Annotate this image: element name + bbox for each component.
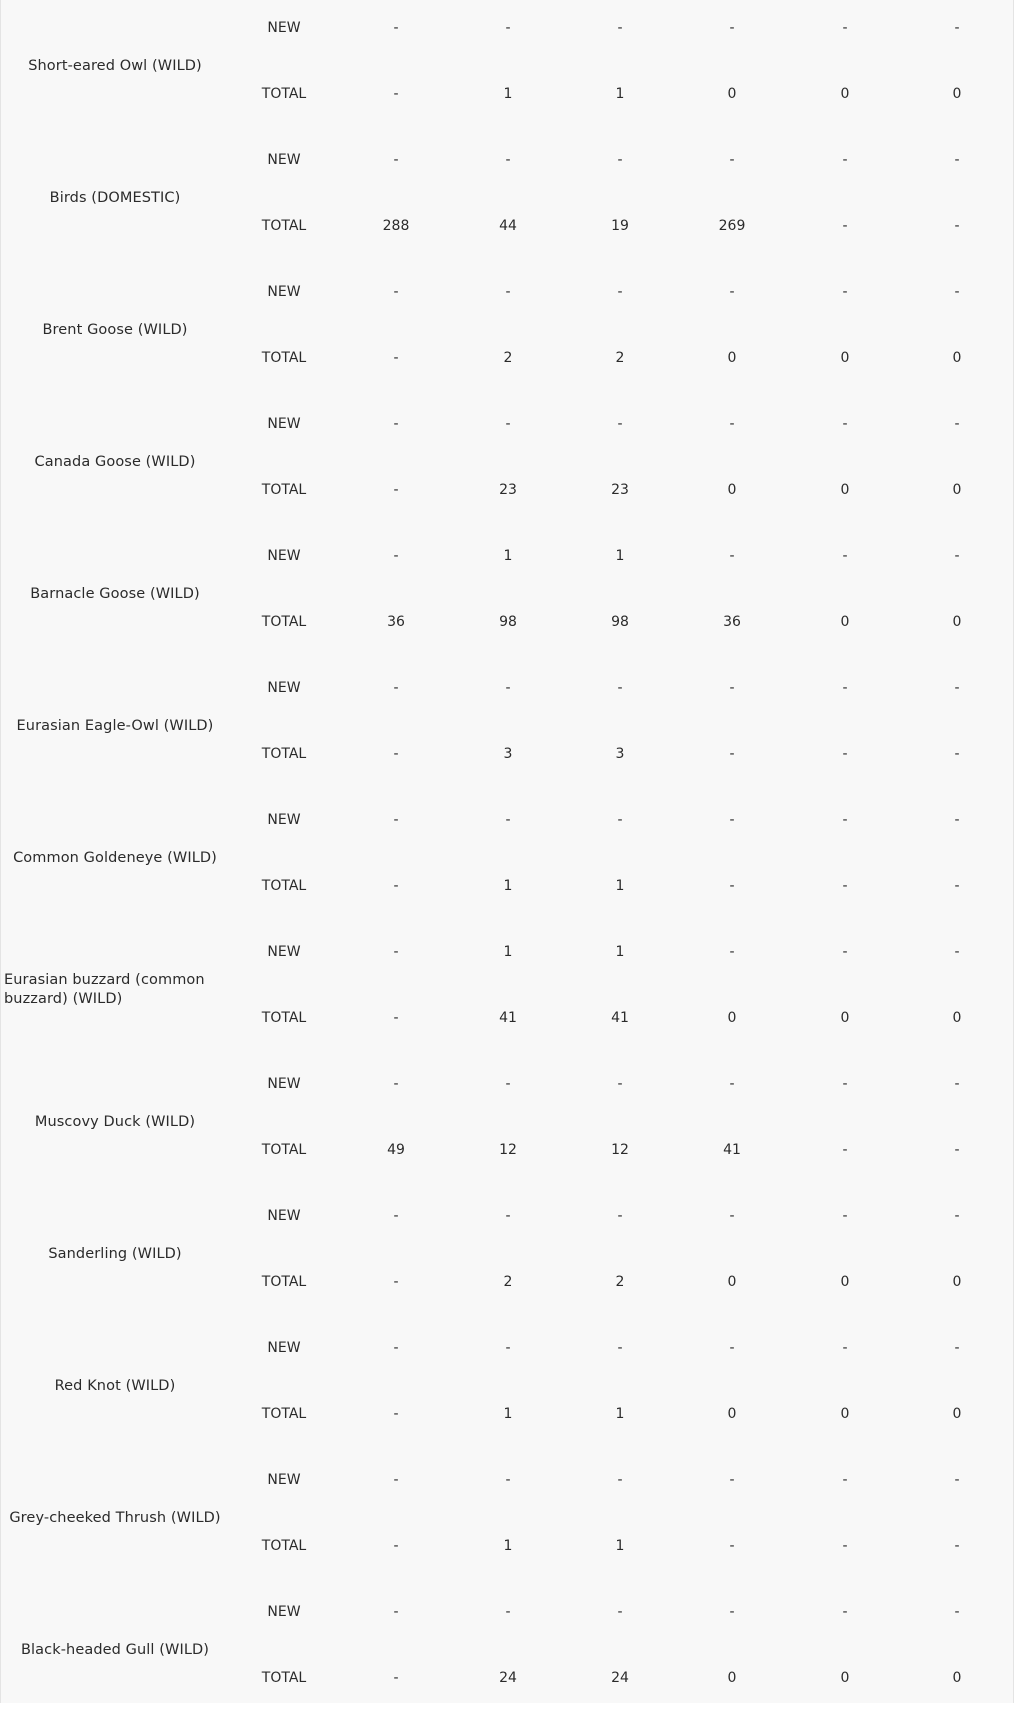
table-cell: - — [393, 944, 399, 960]
row-type-label: NEW — [267, 20, 301, 36]
table-cell: 1 — [615, 1538, 625, 1554]
table-cell: - — [842, 152, 848, 168]
table-cell: 19 — [611, 218, 629, 234]
table-cell: - — [842, 1538, 848, 1554]
table-cell: - — [729, 812, 735, 828]
table-cell: - — [954, 548, 960, 564]
table-cell: 23 — [611, 482, 629, 498]
table-cell: 24 — [499, 1670, 517, 1686]
row-type-label: NEW — [267, 548, 301, 564]
species-name: Muscovy Duck (WILD) — [34, 1113, 196, 1130]
table-cell: - — [954, 1142, 960, 1158]
total-row — [1, 1272, 1013, 1292]
species-name: Barnacle Goose (WILD) — [30, 585, 200, 602]
table-cell: 0 — [952, 1010, 962, 1026]
table-cell: 0 — [840, 1670, 850, 1686]
table-cell: 49 — [387, 1142, 405, 1158]
new-row — [1, 1074, 1013, 1094]
table-cell: - — [729, 1076, 735, 1092]
species-name: Red Knot (WILD) — [54, 1377, 176, 1394]
table-cell: - — [842, 284, 848, 300]
table-cell: - — [505, 284, 511, 300]
table-cell: - — [393, 416, 399, 432]
table-cell: - — [729, 1340, 735, 1356]
table-cell: 41 — [723, 1142, 741, 1158]
table-cell: - — [842, 878, 848, 894]
table-cell: - — [393, 1340, 399, 1356]
table-cell: - — [954, 944, 960, 960]
table-cell: - — [617, 416, 623, 432]
table-cell: 0 — [727, 86, 737, 102]
new-row — [1, 1470, 1013, 1490]
table-cell: - — [842, 1076, 848, 1092]
species-name: Sanderling (WILD) — [48, 1245, 182, 1262]
species-block — [1, 396, 1013, 528]
table-cell: 1 — [615, 86, 625, 102]
table-cell: - — [729, 878, 735, 894]
table-cell: - — [393, 680, 399, 696]
table-cell: - — [393, 1010, 399, 1026]
table-cell: - — [393, 1274, 399, 1290]
table-cell: - — [393, 1406, 399, 1422]
new-row — [1, 546, 1013, 566]
row-type-label: NEW — [267, 1604, 301, 1620]
table-cell: - — [842, 746, 848, 762]
species-block — [1, 132, 1013, 264]
species-block — [1, 660, 1013, 792]
row-type-label: TOTAL — [261, 1406, 307, 1422]
table-cell: - — [954, 152, 960, 168]
table-cell: - — [505, 20, 511, 36]
table-cell: - — [505, 1472, 511, 1488]
row-type-label: TOTAL — [261, 1538, 307, 1554]
species-name: Common Goldeneye (WILD) — [13, 849, 217, 866]
table-cell: 23 — [499, 482, 517, 498]
table-cell: 24 — [611, 1670, 629, 1686]
table-cell: - — [505, 416, 511, 432]
total-row — [1, 1536, 1013, 1556]
table-cell: - — [729, 416, 735, 432]
table-cell: - — [617, 1340, 623, 1356]
species-block — [1, 924, 1013, 1056]
table-cell: 0 — [727, 350, 737, 366]
row-type-label: TOTAL — [261, 86, 307, 102]
table-cell: 2 — [503, 350, 513, 366]
table-cell: 0 — [840, 482, 850, 498]
table-cell: - — [729, 1208, 735, 1224]
species-block — [1, 264, 1013, 396]
table-cell: - — [729, 1538, 735, 1554]
table-cell: 0 — [727, 1406, 737, 1422]
table-cell: 288 — [382, 218, 410, 234]
table-cell: - — [954, 1472, 960, 1488]
species-name: Eurasian buzzard (common buzzard) (WILD) — [4, 972, 205, 1007]
table-cell: - — [729, 1604, 735, 1620]
table-cell: 0 — [840, 1274, 850, 1290]
species-name: Grey-cheeked Thrush (WILD) — [9, 1509, 221, 1526]
table-cell: 0 — [952, 1274, 962, 1290]
table-cell: 0 — [952, 1406, 962, 1422]
table-cell: - — [505, 1340, 511, 1356]
table-cell: 1 — [503, 1406, 513, 1422]
species-block — [1, 528, 1013, 660]
table-cell: - — [729, 680, 735, 696]
table-cell: 0 — [840, 86, 850, 102]
table-cell: - — [729, 548, 735, 564]
table-cell: 1 — [503, 878, 513, 894]
row-type-label: TOTAL — [261, 1142, 307, 1158]
species-block — [1, 1452, 1013, 1584]
table-cell: - — [617, 152, 623, 168]
table-cell: - — [393, 1604, 399, 1620]
row-type-label: NEW — [267, 284, 301, 300]
total-row — [1, 1008, 1013, 1028]
total-row — [1, 216, 1013, 236]
new-row — [1, 1338, 1013, 1358]
table-cell: - — [954, 680, 960, 696]
table-cell: 2 — [615, 350, 625, 366]
table-cell: - — [505, 680, 511, 696]
row-type-label: TOTAL — [261, 746, 307, 762]
table-cell: 0 — [727, 1274, 737, 1290]
table-cell: - — [393, 20, 399, 36]
total-row — [1, 612, 1013, 632]
new-row — [1, 1602, 1013, 1622]
table-cell: - — [842, 1142, 848, 1158]
table-cell: - — [842, 1340, 848, 1356]
table-cell: 269 — [718, 218, 746, 234]
table-cell: - — [617, 812, 623, 828]
table-cell: - — [393, 152, 399, 168]
table-cell: 1 — [615, 944, 625, 960]
species-name: Canada Goose (WILD) — [34, 453, 196, 470]
table-cell: 1 — [503, 944, 513, 960]
table-cell: - — [954, 1340, 960, 1356]
table-cell: 0 — [952, 482, 962, 498]
table-cell: - — [505, 812, 511, 828]
row-type-label: NEW — [267, 944, 301, 960]
row-type-label: NEW — [267, 1076, 301, 1092]
table-cell: - — [393, 1208, 399, 1224]
table-cell: 1 — [503, 548, 513, 564]
table-cell: 0 — [952, 1670, 962, 1686]
new-row — [1, 282, 1013, 302]
table-cell: - — [729, 284, 735, 300]
row-type-label: NEW — [267, 152, 301, 168]
table-cell: - — [393, 284, 399, 300]
table-cell: 3 — [503, 746, 513, 762]
table-cell: - — [842, 20, 848, 36]
table-cell: 44 — [499, 218, 517, 234]
table-cell: - — [617, 680, 623, 696]
row-type-label: TOTAL — [261, 1670, 307, 1686]
table-cell: 0 — [952, 86, 962, 102]
table-cell: - — [505, 152, 511, 168]
table-cell: 98 — [499, 614, 517, 630]
table-cell: - — [954, 284, 960, 300]
table-cell: 1 — [503, 1538, 513, 1554]
total-row — [1, 1404, 1013, 1424]
table-cell: - — [954, 416, 960, 432]
table-cell: 0 — [727, 482, 737, 498]
total-row — [1, 876, 1013, 896]
species-block — [1, 1056, 1013, 1188]
table-cell: - — [729, 944, 735, 960]
total-row — [1, 744, 1013, 764]
table-cell: - — [954, 812, 960, 828]
table-cell: - — [393, 1538, 399, 1554]
row-type-label: TOTAL — [261, 1010, 307, 1026]
table-cell: - — [393, 1670, 399, 1686]
total-row — [1, 1140, 1013, 1160]
table-cell: 2 — [503, 1274, 513, 1290]
table-cell: 0 — [952, 614, 962, 630]
table-cell: 0 — [840, 614, 850, 630]
table-cell: - — [393, 812, 399, 828]
table-cell: 41 — [499, 1010, 517, 1026]
total-row — [1, 480, 1013, 500]
row-type-label: NEW — [267, 1208, 301, 1224]
table-cell: - — [617, 20, 623, 36]
row-type-label: TOTAL — [261, 482, 307, 498]
table-cell: - — [954, 218, 960, 234]
table-cell: - — [842, 680, 848, 696]
new-row — [1, 150, 1013, 170]
table-cell: - — [729, 1472, 735, 1488]
total-row — [1, 348, 1013, 368]
table-cell: 0 — [727, 1010, 737, 1026]
table-cell: - — [505, 1604, 511, 1620]
species-name: Black-headed Gull (WILD) — [20, 1641, 210, 1658]
new-row — [1, 414, 1013, 434]
table-cell: - — [954, 20, 960, 36]
table-cell: - — [842, 1604, 848, 1620]
table-cell: - — [954, 1538, 960, 1554]
table-cell: - — [842, 812, 848, 828]
table-cell: 12 — [611, 1142, 629, 1158]
table-cell: 0 — [840, 1010, 850, 1026]
species-block — [1, 792, 1013, 924]
row-type-label: TOTAL — [261, 1274, 307, 1290]
new-row — [1, 18, 1013, 38]
table-cell: 1 — [503, 86, 513, 102]
table-cell: - — [617, 1076, 623, 1092]
row-type-label: NEW — [267, 416, 301, 432]
table-cell: - — [393, 482, 399, 498]
table-cell: - — [617, 1208, 623, 1224]
table-cell: 0 — [840, 1406, 850, 1422]
table-cell: - — [842, 944, 848, 960]
table-cell: 2 — [615, 1274, 625, 1290]
table-cell: 36 — [387, 614, 405, 630]
table-cell: - — [729, 746, 735, 762]
table-cell: - — [393, 1076, 399, 1092]
table-cell: 41 — [611, 1010, 629, 1026]
table-cell: - — [954, 746, 960, 762]
table-cell: 1 — [615, 548, 625, 564]
table-cell: - — [617, 1472, 623, 1488]
table-cell: 36 — [723, 614, 741, 630]
row-type-label: TOTAL — [261, 614, 307, 630]
new-row — [1, 678, 1013, 698]
species-block — [1, 1584, 1013, 1716]
table-cell: - — [505, 1076, 511, 1092]
table-cell: 1 — [615, 1406, 625, 1422]
table-cell: 12 — [499, 1142, 517, 1158]
table-cell: 98 — [611, 614, 629, 630]
table-cell: - — [505, 1208, 511, 1224]
table-cell: - — [729, 152, 735, 168]
table-cell: - — [842, 548, 848, 564]
row-type-label: TOTAL — [261, 350, 307, 366]
table-cell: - — [393, 350, 399, 366]
new-row — [1, 942, 1013, 962]
table-cell: - — [842, 218, 848, 234]
table-cell: - — [617, 284, 623, 300]
table-cell: - — [842, 416, 848, 432]
table-cell: 0 — [952, 350, 962, 366]
table-cell: - — [393, 1472, 399, 1488]
table-cell: - — [393, 548, 399, 564]
table-cell: 3 — [615, 746, 625, 762]
new-row — [1, 1206, 1013, 1226]
row-type-label: TOTAL — [261, 218, 307, 234]
total-row — [1, 84, 1013, 104]
row-type-label: TOTAL — [261, 878, 307, 894]
table-cell: - — [729, 20, 735, 36]
total-row — [1, 1668, 1013, 1688]
table-cell: - — [954, 1076, 960, 1092]
species-name: Birds (DOMESTIC) — [49, 189, 181, 206]
table-cell: - — [954, 1604, 960, 1620]
table-cell: - — [393, 746, 399, 762]
species-block — [1, 1320, 1013, 1452]
table-cell: - — [954, 878, 960, 894]
row-type-label: NEW — [267, 680, 301, 696]
table-cell: 0 — [840, 350, 850, 366]
table-cell: - — [842, 1472, 848, 1488]
species-block — [1, 0, 1013, 132]
new-row — [1, 810, 1013, 830]
table-cell: 0 — [727, 1670, 737, 1686]
row-type-label: NEW — [267, 1472, 301, 1488]
species-name: Eurasian Eagle-Owl (WILD) — [16, 717, 214, 734]
table-cell: - — [842, 1208, 848, 1224]
table-cell: - — [954, 1208, 960, 1224]
row-type-label: NEW — [267, 812, 301, 828]
table-cell: 1 — [615, 878, 625, 894]
species-name: Brent Goose (WILD) — [42, 321, 188, 338]
table-cell: - — [393, 86, 399, 102]
species-name: Short-eared Owl (WILD) — [28, 57, 202, 74]
row-type-label: NEW — [267, 1340, 301, 1356]
table-cell: - — [617, 1604, 623, 1620]
table-cell: - — [393, 878, 399, 894]
species-block — [1, 1188, 1013, 1320]
